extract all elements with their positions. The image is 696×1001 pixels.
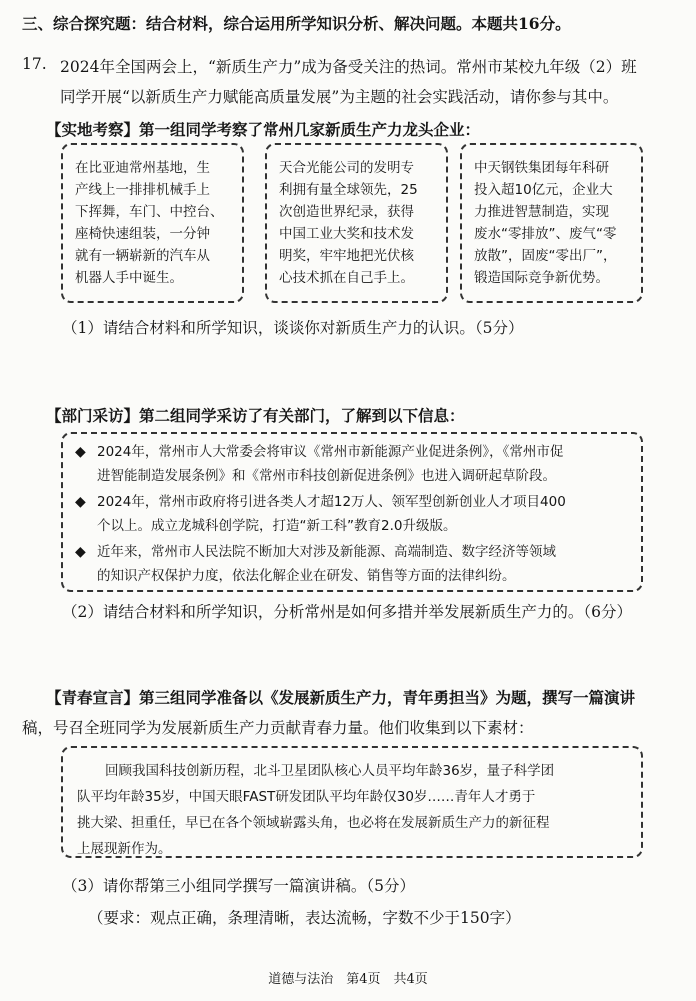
card-line: 天合光能公司的发明专 <box>279 160 414 176</box>
bullet-line: 2024年，常州市政府将引进各类人才超12万人、领军型创新创业人才项目400 <box>97 494 566 510</box>
card-line: 心技术抓在自己手上。 <box>279 270 414 286</box>
bullet-line: 进智能制造发展条例》和《常州市科技创新促进条例》也进入调研起草阶段。 <box>97 468 556 484</box>
material-card-byd <box>61 143 244 303</box>
diamond-bullet-icon: ◆ <box>75 494 86 510</box>
card-line: 产线上一排排机械手上 <box>75 182 210 198</box>
card-line: 机器人手中诞生。 <box>75 270 183 286</box>
info-bullet-talent <box>75 490 631 538</box>
bullet-line: 的知识产权保护力度，依法化解企业在研发、销售等方面的法律纠纷。 <box>97 568 516 584</box>
card-line: 中天钢铁集团每年科研 <box>474 160 609 176</box>
material-card-zenith-steel <box>460 143 643 303</box>
card-line: 次创造世界纪录，获得 <box>279 204 414 220</box>
part1-question: （1）请结合材料和所学知识，谈谈你对新质生产力的认识。（5分） <box>62 319 524 337</box>
info-bullet-legislation <box>75 440 631 488</box>
question-intro-line1: 2024年全国两会上，“新质生产力”成为备受关注的热词。常州市某校九年级（2）班 <box>60 58 637 76</box>
question-intro-line2: 同学开展“以新质生产力赋能高质量发展”为主题的社会实践活动，请你参与其中。 <box>60 88 619 106</box>
card-line: 力推进智慧制造，实现 <box>474 204 609 220</box>
quote-line: 回顾我国科技创新历程，北斗卫星团队核心人员平均年龄36岁，量子科学团 <box>105 763 555 779</box>
card-line: 投入超10亿元，企业大 <box>474 182 613 198</box>
card-line: 利拥有量全球领先，25 <box>279 182 418 198</box>
diamond-bullet-icon: ◆ <box>75 444 86 460</box>
material-card-trina <box>265 143 448 303</box>
part3-heading-line2: 稿，号召全班同学为发展新质生产力贡献青春力量。他们收集到以下素材： <box>22 719 534 737</box>
quote-line: 上展现新作为。 <box>77 841 172 857</box>
card-line: 座椅快速组装，一分钟 <box>75 226 210 242</box>
department-info-box <box>61 432 643 592</box>
card-line: 下挥舞，车门、中控台、 <box>75 204 224 220</box>
part2-heading: 【部门采访】第二组同学采访了有关部门，了解到以下信息： <box>46 406 465 425</box>
speech-material-box <box>61 746 643 858</box>
part2-question: （2）请结合材料和所学知识，分析常州是如何多措并举发展新质生产力的。（6分） <box>62 603 632 621</box>
page-footer: 道德与法治 第4页 共4页 <box>268 972 428 987</box>
card-line: 放散”，固废“零出厂”， <box>474 248 617 264</box>
card-line: 废水“零排放”、废气“零 <box>474 226 617 242</box>
card-line: 就有一辆崭新的汽车从 <box>75 248 210 264</box>
part3-question: （3）请你帮第三小组同学撰写一篇演讲稿。（5分） <box>62 877 415 895</box>
part3-heading-line1: 【青春宣言】第三组同学准备以《发展新质生产力，青年勇担当》为题，撰写一篇演讲 <box>46 688 636 707</box>
section-heading: 三、综合探究题：结合材料，综合运用所学知识分析、解决问题。本题共16分。 <box>22 14 571 33</box>
quote-line: 挑大梁、担重任，早已在各个领域崭露头角，也必将在发展新质生产力的新征程 <box>77 815 550 831</box>
bullet-line: 2024年，常州市人大常委会将审议《常州市新能源产业促进条例》，《常州市促 <box>97 444 564 460</box>
card-line: 中国工业大奖和技术发 <box>279 226 414 242</box>
part1-heading: 【实地考察】第一组同学考察了常州几家新质生产力龙头企业： <box>46 120 481 139</box>
bullet-line: 近年来，常州市人民法院不断加大对涉及新能源、高端制造、数字经济等领域 <box>97 544 556 560</box>
card-line: 锻造国际竞争新优势。 <box>474 270 609 286</box>
question-number: 17. <box>22 55 47 73</box>
diamond-bullet-icon: ◆ <box>75 544 86 560</box>
bullet-line: 个以上。成立龙城科创学院，打造“新工科”教育2.0升级版。 <box>97 518 457 534</box>
part3-requirement: （要求：观点正确，条理清晰，表达流畅，字数不少于150字） <box>88 909 521 927</box>
card-line: 明奖，牢牢地把光伏核 <box>279 248 414 264</box>
card-line: 在比亚迪常州基地，生 <box>75 160 210 176</box>
info-bullet-court <box>75 540 631 588</box>
quote-line: 队平均年龄35岁，中国天眼FAST研发团队平均年龄仅30岁……青年人才勇于 <box>77 789 536 805</box>
